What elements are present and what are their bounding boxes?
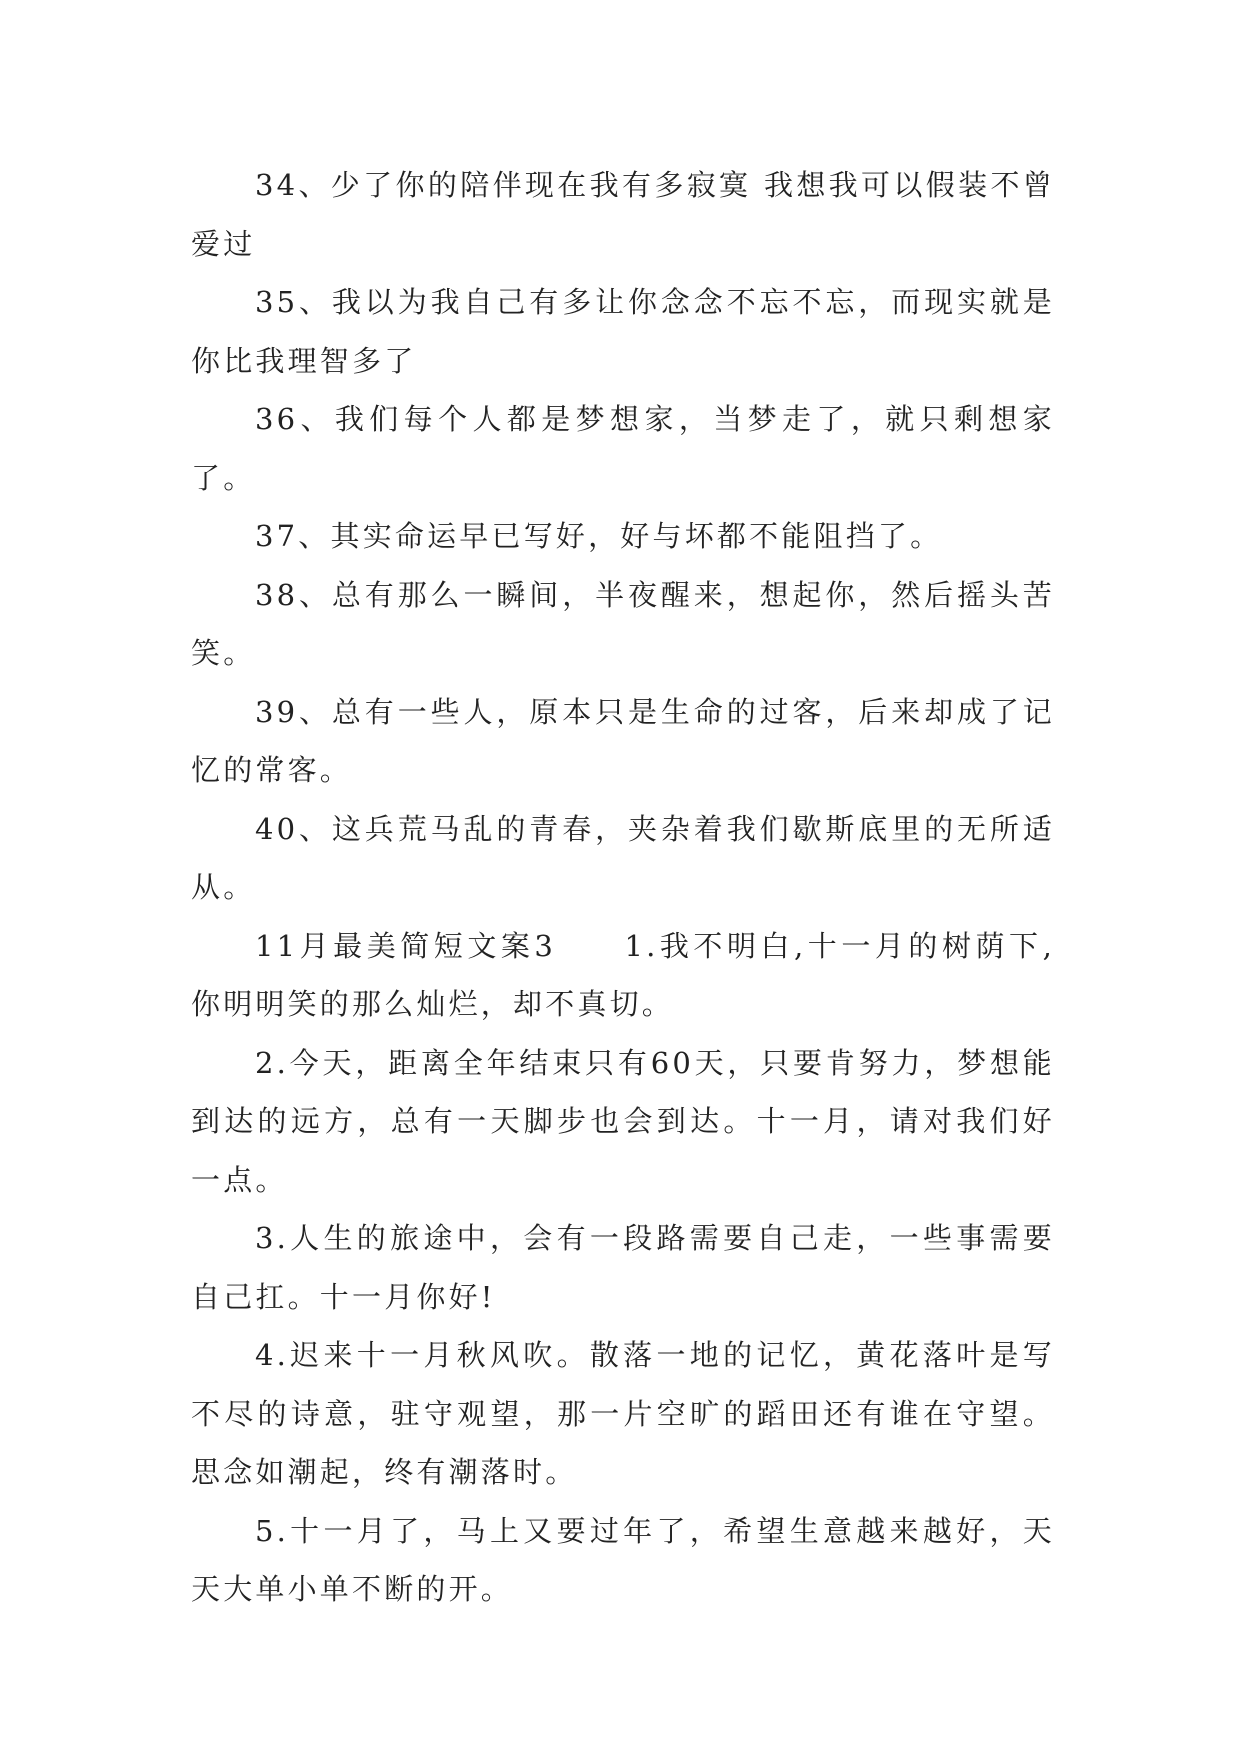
paragraph-38: 38、总有那么一瞬间，半夜醒来，想起你，然后摇头苦笑。 (191, 577, 1055, 670)
paragraph-37: 37、其实命运早已写好，好与坏都不能阻挡了。 (255, 519, 943, 553)
paragraph-3: 3.人生的旅途中，会有一段路需要自己走，一些事需要自己扛。十一月你好! (191, 1221, 1055, 1314)
paragraph-4: 4.迟来十一月秋风吹。散落一地的记忆，黄花落叶是写不尽的诗意，驻守观望，那一片空旷的蹈田还有谁在守望。思念如潮起，终有潮落时。 (191, 1338, 1055, 1489)
paragraph-34: 34、少了你的陪伴现在我有多寂寞 我想我可以假装不曾爱过 (191, 168, 1055, 261)
paragraph-5: 5.十一月了，马上又要过年了，希望生意越来越好，天天大单小单不断的开。 (191, 1513, 1055, 1606)
paragraph-2: 2.今天，距离全年结束只有60天，只要肯努力，梦想能到达的远方，总有一天脚步也会到达。十一月，请对我们好一点。 (191, 1045, 1055, 1197)
paragraph-39: 39、总有一些人，原本只是生命的过客，后来却成了记忆的常客。 (191, 694, 1055, 787)
paragraph-35: 35、我以为我自己有多让你念念不忘不忘，而现实就是你比我理智多了 (191, 285, 1055, 378)
document-body (191, 156, 1055, 1619)
paragraph-40: 40、这兵荒马乱的青春，夹杂着我们歇斯底里的无所适从。 (191, 811, 1055, 904)
paragraph-36: 36、我们每个人都是梦想家，当梦走了，就只剩想家了。 (191, 402, 1055, 495)
section-heading-paragraph: 11月最美简短文案3 1.我不明白,十一月的树荫下,你明明笑的那么灿烂，却不真切。 (191, 928, 1055, 1021)
